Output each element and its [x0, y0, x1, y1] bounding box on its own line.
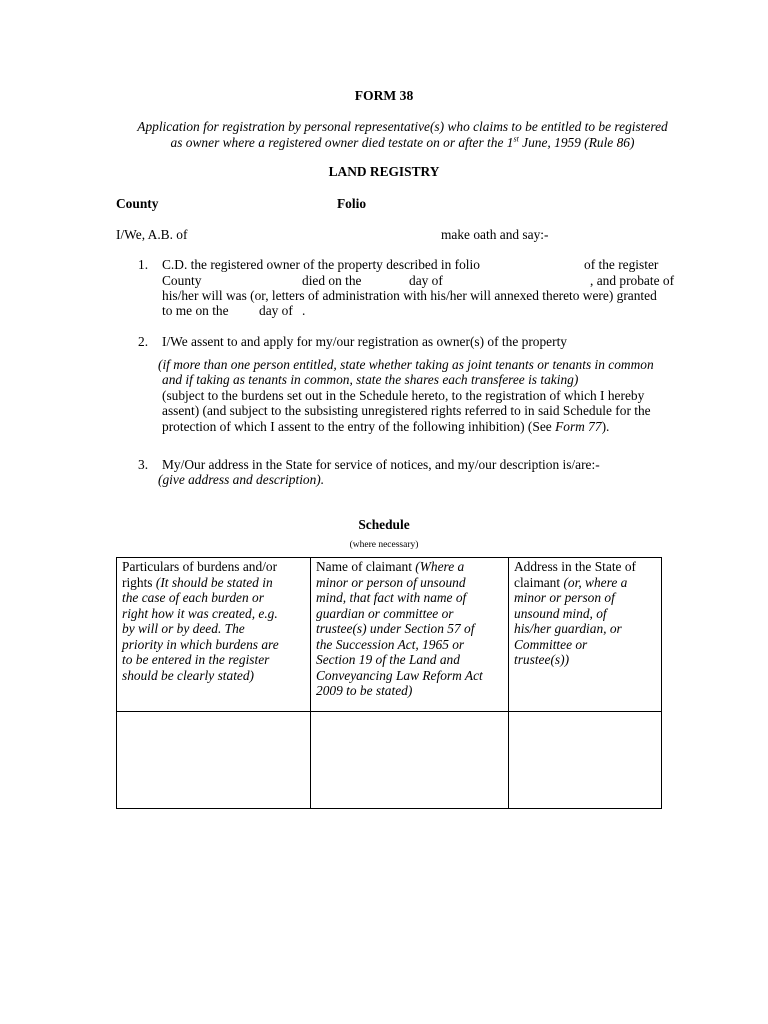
subtitle-line-1: Application for registration by personal representative(s) who claims to be entitled to be registered — [137, 119, 668, 134]
header-line: Particulars of burdens and/or — [122, 559, 278, 574]
burdens-column-header — [117, 558, 311, 712]
claimant-entry-cell[interactable] — [311, 712, 509, 809]
header-line: his/her guardian, or — [514, 621, 622, 636]
item-1-probate: , and probate of — [590, 273, 675, 288]
header-line: the Succession Act, 1965 or — [316, 636, 465, 652]
header-line: mind, that fact with name of — [316, 590, 467, 605]
item-2-body-2: assent) (and subject to the subsisting unregistered rights referred to in said Schedule for the — [162, 403, 651, 418]
header-line: the case of each burden or — [122, 590, 264, 605]
subtitle-line-2: as owner where a registered owner died testate on or after the 1st June, 1959 (Rule 86) — [170, 134, 635, 150]
item-3-line-1: My/Our address in the State for service of notices, and my/our description is/are:- — [162, 457, 600, 472]
header-line: minor or person of — [514, 590, 615, 605]
header-line: trustee(s) under Section 57 of — [316, 621, 475, 636]
header-line: unsound mind, of — [514, 605, 607, 621]
header-line: to be entered in the register — [122, 652, 270, 667]
form-subtitle — [100, 119, 705, 150]
header-line: should be clearly stated) — [122, 667, 255, 683]
header-line: minor or person of unsound — [316, 574, 466, 590]
header-line: trustee(s)) — [514, 652, 570, 667]
header-line: 2009 to be stated) — [316, 683, 413, 698]
folio-label: Folio — [337, 196, 367, 211]
header-line: claimant (or, where a — [514, 574, 628, 590]
header-line: Address in the State of — [514, 559, 636, 574]
header-line: Section 19 of the Land and — [316, 652, 460, 667]
item-2-body-1: (subject to the burdens set out in the Schedule hereto, to the registration of which I hereby — [162, 388, 645, 403]
header-line: right how it was created, e.g. — [122, 605, 278, 621]
item-2-line-1: I/We assent to and apply for my/our registration as owner(s) of the property — [162, 334, 567, 349]
item-1-died-on: died on the — [302, 273, 362, 288]
item-1-day-of: day of — [409, 273, 443, 288]
item-1-to-me: to me on the — [162, 303, 229, 318]
land-registry-heading: LAND REGISTRY — [328, 164, 440, 179]
form-77-reference: Form 77 — [555, 419, 602, 434]
item-1-line-1a: C.D. the registered owner of the property described in folio — [162, 257, 480, 272]
header-line: by will or by deed. The — [122, 621, 245, 636]
deponent-label: I/We, A.B. of — [116, 227, 188, 242]
item-1-county: County — [162, 273, 202, 288]
header-line: rights (It should be stated in — [122, 574, 273, 590]
item-3-note: (give address and description). — [158, 472, 325, 487]
burdens-entry-cell[interactable] — [117, 712, 311, 809]
item-1-line-3: his/her will was (or, letters of administration with his/her will annexed thereto were) granted — [162, 288, 657, 303]
header-line: Conveyancing Law Reform Act — [316, 667, 483, 683]
claimant-column-header — [311, 558, 509, 712]
address-entry-cell[interactable] — [509, 712, 662, 809]
item-1-day-of-2: day of — [259, 303, 293, 318]
header-line: guardian or committee or — [316, 605, 454, 621]
schedule-table — [116, 557, 662, 809]
item-2-note-1: (if more than one person entitled, state whether taking as joint tenants or tenants in common — [158, 357, 654, 372]
header-line: Committee or — [514, 636, 588, 652]
county-label: County — [116, 196, 159, 211]
item-1-number: 1. — [138, 257, 149, 272]
item-2-note-2: and if taking as tenants in common, state the shares each transferee is taking) — [162, 372, 579, 387]
header-line: priority in which burdens are — [122, 636, 279, 652]
item-3-number: 3. — [138, 457, 149, 472]
item-2-number: 2. — [138, 334, 149, 349]
schedule-header-row — [117, 558, 662, 712]
header-line: Name of claimant (Where a — [316, 559, 465, 574]
make-oath-label: make oath and say:- — [441, 227, 549, 242]
form-number: FORM 38 — [354, 88, 414, 103]
schedule-heading: Schedule — [358, 517, 410, 532]
item-2-body-3: protection of which I assent to the entry of the following inhibition) (See Form 77). — [162, 419, 610, 434]
schedule-entry-row — [117, 712, 662, 809]
address-column-header — [509, 558, 662, 712]
item-1-period: . — [302, 303, 306, 318]
item-1-line-1b: of the register — [584, 257, 659, 272]
schedule-where-necessary: (where necessary) — [349, 540, 419, 550]
